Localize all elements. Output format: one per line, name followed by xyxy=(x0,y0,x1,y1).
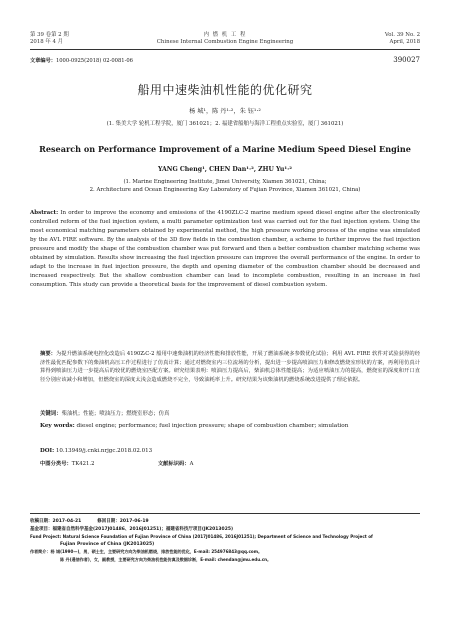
article-number xyxy=(30,57,133,65)
class-no-label: 中图分类号： xyxy=(40,461,72,467)
abstract-cn-label: 摘要： xyxy=(40,351,56,357)
author-bio-2: 陈 丹(通信作者)，女，副教授，主要研究方向为柴油机性能仿真及数据诊断，E-mail: chendan@jmu.edu.cn。 xyxy=(60,556,272,562)
journal-name-en: Chinese Internal Combustion Engine Engineering xyxy=(156,39,294,45)
doc-code-value: A xyxy=(189,461,194,467)
classification xyxy=(40,460,420,468)
volume-issue-en: Vol. 39 No. 2 xyxy=(384,32,420,38)
fund-cn: 基金项目：福建省自然科学基金(2017J01486、2016J01251)；福建省科技厅项目(JK2013025) xyxy=(30,526,234,532)
keywords-en xyxy=(40,421,420,431)
title-cn: 船用中速柴油机性能的优化研究 xyxy=(137,83,313,97)
abstract-en-label: Abstract: xyxy=(30,210,59,216)
affiliation-en xyxy=(30,178,420,194)
fund-en-line1: Fund Project: Natural Science Foundation of Fujian Province of China (2017J01486, 2016J01251); Department of Science and Technology Project of xyxy=(30,534,373,540)
doc-code-label: 文献标识码： xyxy=(157,461,190,467)
journal-issue-en xyxy=(385,32,420,46)
header-rule xyxy=(30,49,420,50)
keywords-cn xyxy=(40,410,420,418)
article-number-label: 文章编号： xyxy=(30,58,56,64)
footnote-rule xyxy=(30,513,420,514)
author-bio-1: 作者简介：杨 城(1990—)，男，硕士生，主要研究方向为柴油机燃烧，排放性能的优化，E-mail: 254976843@qq.com。 xyxy=(30,549,263,555)
affiliation-cn: (1. 集美大学 轮机工程学院，厦门 361021；2. 福建省船舶与海洋工程重点实验室，厦门 361021) xyxy=(106,121,344,127)
class-no-value: TK421.2 xyxy=(71,461,95,467)
authors-cn: 杨 城¹，陈 丹¹·²，朱 钰¹·² xyxy=(189,108,261,115)
affiliation-en-line1: (1. Marine Engineering Institute, Jimei University, Xiamen 361021, China; xyxy=(123,179,327,185)
doi-value: 10.13949/j.cnki.nrjgc.2018.02.013 xyxy=(55,448,153,454)
fund-en-line2: Fujian Province of China (JK2013025) xyxy=(60,541,155,547)
authors-en: YANG Cheng¹, CHEN Dan¹·², ZHU Yu¹·² xyxy=(157,166,293,173)
received-date: 收稿日期：2017-04-21 xyxy=(30,519,82,524)
keywords-en-text: diesel engine; performance; fuel injection pressure; shape of combustion chamber; simulation xyxy=(76,423,349,429)
doi-label: DOI: xyxy=(40,448,55,454)
journal-name xyxy=(120,32,330,46)
abstract-cn xyxy=(40,350,420,384)
doi xyxy=(40,447,420,455)
keywords-en-label: Key words: xyxy=(40,423,75,429)
journal-issue xyxy=(30,32,69,46)
volume-issue-cn: 第 39 卷第 2 期 xyxy=(30,32,69,38)
journal-name-cn: 内 燃 机 工 程 xyxy=(203,32,247,38)
abstract-en xyxy=(30,209,420,290)
keywords-cn-text: 柴油机；性能；喷油压力；燃烧室形态；仿真 xyxy=(61,411,170,417)
date-en: April, 2018 xyxy=(389,39,420,45)
revised-date: 修回日期：2017-06-19 xyxy=(97,519,149,524)
footnotes xyxy=(30,518,420,564)
abstract-en-text: In order to improve the economy and emissions of the 4190ZLC-2 marine medium speed diesel engine after the electronically controlled reform of the fuel injection system, a multi parameter optimization test was carried out for the fuel injection system. Using the most economical matching parameters obtained by experimental method, the high pressure working process of the engine was simulated by the AVL FIRE software. By the analysis of the 3D flow fields in the combustion chamber, a scheme to further improve the fuel injection pressure and modify the shape of the combustion chamber was put forward and then a better combustion chamber matching scheme was obtained by simulation. Results show increasing the fuel injection pressure can improve the overall performance of the engine. In order to adapt to the increase in fuel injection pressure, the depth and opening diameter of the combustion chamber should be decreased and increased respectively. But the shallow combustion chamber can lead to incomplete combustion, resulting in an increase in fuel consumption. This study can provide a theoretical basis for the improvement of diesel combustion system. xyxy=(30,210,421,288)
keywords-cn-label: 关键词： xyxy=(40,411,62,417)
abstract-cn-text: 为提升燃油系统电控化改造后 4190ZₗC-2 船用中速柴油机的经济性能和排放性能，开展了燃油系统多参数优化试验；利用 AVL FIRE 软件对试验获得的经济性最优匹配参数下的柴油机高压工作过程进行了仿真计算；通过对燃烧室内三位流场的分析，提出进一步提高喷油压力和修改燃烧室形状的方案，再利用仿真计算得到喷油压力进一步提高后的较优的燃烧室匹配方案。研究结果表明：喷油压力提高后，柴油机总体性能提高；为适应喷油压力的提高，燃烧室的深度和开口直径分别应该减小和增加，但燃烧室的深度太浅会造成燃烧不完全，导致油耗率上升。研究结果为该柴油机的燃烧系统改进提供了理论依据。 xyxy=(40,351,420,383)
date-cn: 2018 年 4 月 xyxy=(30,39,64,45)
article-number-value: 1000-0925(2018) 02-0081-06 xyxy=(55,58,133,64)
dates-line xyxy=(30,518,420,526)
title-en: Research on Performance Improvement of a Marine Medium Speed Diesel Engine xyxy=(39,144,411,154)
affiliation-en-line2: 2. Architecture and Ocean Engineering Key Laboratory of Fujian Province, Xiamen 361021, China) xyxy=(89,187,361,193)
article-code: 390027 xyxy=(393,56,420,64)
